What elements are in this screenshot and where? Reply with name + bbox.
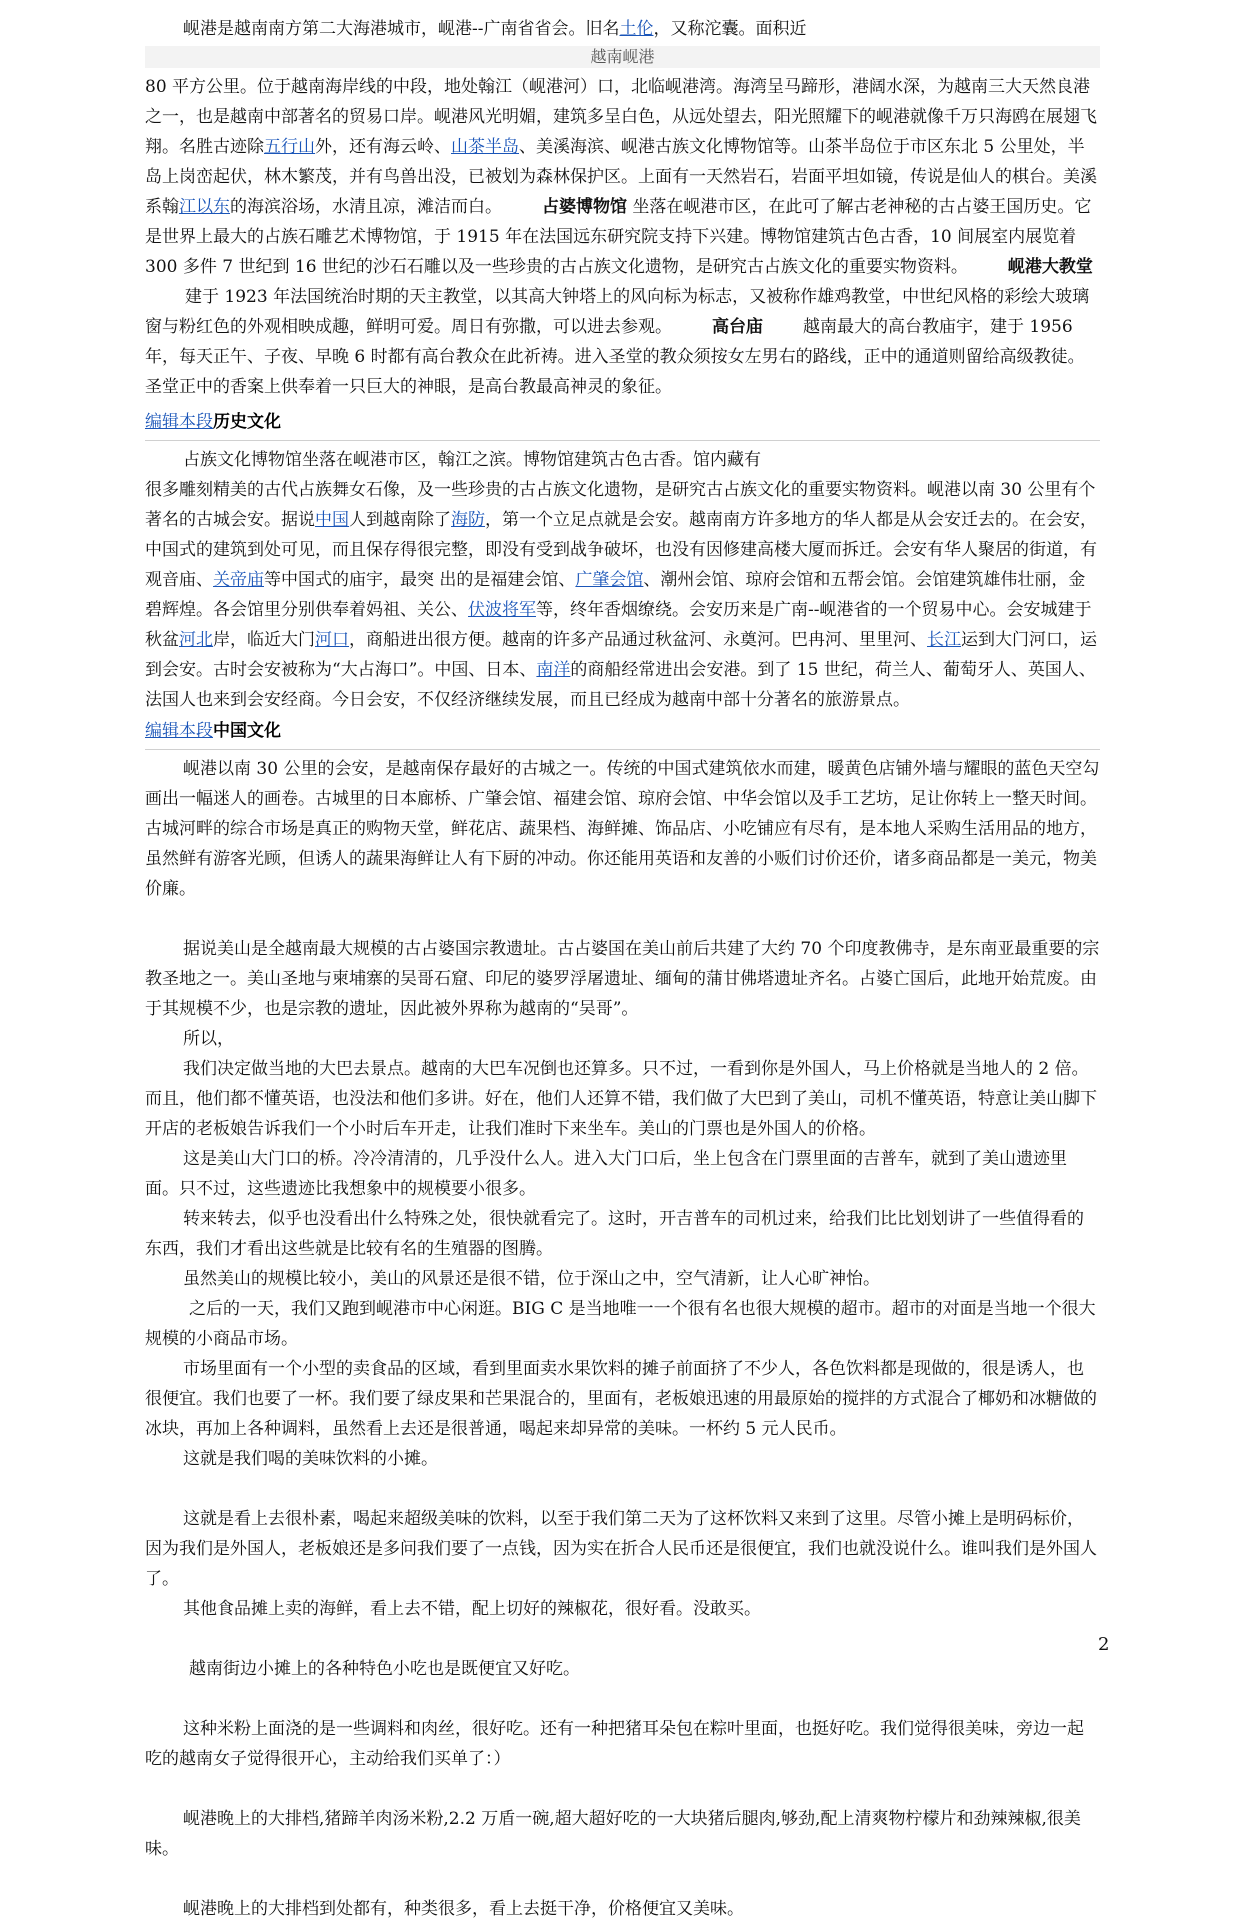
paragraph: 岘港以南 30 公里的会安，是越南保存最好的古城之一。传统的中国式建筑依水而建，暖黄色店铺外墙与耀眼的蓝色天空勾画出一幅迷人的画卷。古城里的日本廊桥、广肇会馆、福建会馆、琼府会馆、中华会馆以及手工艺坊，足让你转上一整天时间。古城河畔的综合市场是真正的购物天堂，鲜花店、蔬果档、海鲜摊、饰品店、小吃铺应有尽有，是本地人采购生活用品的地方，虽然鲜有游客光顾，但诱人的蔬果海鲜让人有下厨的冲动。你还能用英语和友善的小贩们讨价还价，诸多商品都是一美元，物美价廉。 [145,759,1100,899]
link-nanyang[interactable]: 南洋 [536,660,571,680]
link-changjiang[interactable]: 长江 [927,630,961,650]
paragraph: 越南街边小摊上的各种特色小吃也是既便宜又好吃。 [189,1659,580,1679]
heading-cathedral: 岘港大教堂 [1007,257,1093,277]
link-tulun[interactable]: 土伦 [619,19,654,39]
edit-section-link[interactable]: 编辑本段 [145,721,213,741]
paragraph: 之后的一天，我们又跑到岘港市中心闲逛。BIG C 是当地唯一一个很有名也很大规模的超市。超市的对面是当地一个很大规模的小商品市场。 [145,1299,1096,1349]
paragraph: 这就是看上去很朴素，喝起来超级美味的饮料，以至于我们第二天为了这杯饮料又来到了这里。尽管小摊上是明码标价，因为我们是外国人，老板娘还是多问我们要了一点钱，因为实在折合人民币还是很便宜，我们也就没说什么。谁叫我们是外国人了。 [145,1509,1097,1589]
section-heading-chinese-culture [145,715,1100,747]
history-paragraph: 很多雕刻精美的古代占族舞女石像，及一些珍贵的古占族文化遗物，是研究古占族文化的重要实物资料。岘港以南 30 公里有个著名的古城会安。据说中国人到越南除了海防，第一个立足点就是会安。越南南方许多地方的华人都是从会安迁去的。在会安，中国式的建筑到处可见，而且保存得很完整，即没有受到战争破坏，也没有因修建高楼大厦而拆迁。会安有华人聚居的街道，有观音庙、关帝庙等中国式的庙宇，最突 出的是福建会馆、广肇会馆、潮州会馆、琼府会馆和五帮会馆。会馆建筑雄伟壮丽，金碧辉煌。各会馆里分别供奉着妈祖、关公、伏波将军等，终年香烟缭绕。会安历来是广南--岘港省的一个贸易中心。会安城建于秋盆河北岸，临近大门河口，商船进出很方便。越南的许多产品通过秋盆河、永奠河。巴冉河、里里河、长江运到大门河口，运到会安。古时会安被称为“大占海口”。中国、日本、南洋的商船经常进出会安港。到了 15 世纪，荷兰人、葡萄牙人、英国人、法国人也来到会安经商。今日会安，不仅经济继续发展，而且已经成为越南中部十分著名的旅游景点。 [145,480,1097,710]
history-first-line: 占族文化博物馆坐落在岘港市区，翰江之滨。博物馆建筑古色古香。馆内藏有 [183,450,761,470]
link-jiangyidong[interactable]: 江以东 [179,197,230,217]
paragraph: 所以， [183,1029,234,1049]
section-divider [145,749,1100,750]
link-china[interactable]: 中国 [315,510,349,530]
image-caption: 越南岘港 [145,46,1100,68]
page-number: 2 [1098,1634,1110,1655]
paragraph: 岘港晚上的大排档到处都有，种类很多，看上去挺干净，价格便宜又美味。 [183,1899,744,1919]
paragraph: 我们决定做当地的大巴去景点。越南的大巴车况倒也还算多。只不过，一看到你是外国人，马上价格就是当地人的 2 倍。而且，他们都不懂英语，也没法和他们多讲。好在，他们人还算不错，我们做了大巴到了美山，司机不懂英语，特意让美山脚下开店的老板娘告诉我们一个小时后车开走，让我们准时下来坐车。美山的门票也是外国人的价格。 [145,1059,1097,1139]
link-guangzhao-hall[interactable]: 广肇会馆 [575,570,644,590]
heading-caodai-temple: 高台庙 [712,317,763,337]
paragraph: 这是美山大门口的桥。冷冷清清的，几乎没什么人。进入大门口后，坐上包含在门票里面的吉普车，就到了美山遗迹里面。只不过，这些遗迹比我想象中的规模要小很多。 [145,1149,1067,1199]
link-guandi-temple[interactable]: 关帝庙 [213,570,264,590]
section-title: 历史文化 [213,412,281,432]
section-divider [145,440,1100,441]
paragraph: 据说美山是全越南最大规模的古占婆国宗教遗址。古占婆国在美山前后共建了大约 70 个印度教佛寺，是东南亚最重要的宗教圣地之一。美山圣地与柬埔寨的吴哥石窟、印尼的婆罗浮屠遗址、缅甸的蒲甘佛塔遗址齐名。占婆亡国后，此地开始荒废。由于其规模不少，也是宗教的遗址，因此被外界称为越南的“吴哥”。 [145,939,1100,1019]
intro-paragraph: 80 平方公里。位于越南海岸线的中段，地处翰江（岘港河）口，北临岘港湾。海湾呈马蹄形，港阔水深，为越南三大天然良港之一，也是越南中部著名的贸易口岸。岘港风光明媚，建筑多呈白色，从远处望去，阳光照耀下的岘港就像千万只海鸥在展翅飞翔。名胜古迹除五行山外，还有海云岭、山茶半岛、美溪海滨、岘港古族文化博物馆等。山茶半岛位于市区东北 5 公里处，半岛上岗峦起伏，林木繁茂，并有鸟兽出没，已被划为森林保护区。上面有一天然岩石，岩面平坦如镜，传说是仙人的棋台。美溪系翰江以东的海滨浴场，水清且凉，滩洁而白。 占婆博物馆 坐落在岘港市区，在此可了解古老神秘的古占婆王国历史。它是世界上最大的占族石雕艺术博物馆，于 1915 年在法国远东研究院支持下兴建。博物馆建筑古色古香，10 间展室内展览着 300 多件 7 世纪到 16 世纪的沙石石雕以及一些珍贵的古占族文化遗物，是研究古占族文化的重要实物资料。 岘港大教堂建于 1923 年法国统治时期的天主教堂，以其高大钟塔上的风向标为标志，又被称作雄鸡教堂，中世纪风格的彩绘大玻璃窗与粉红色的外观相映成趣，鲜明可爱。周日有弥撒，可以进去参观。 高台庙 越南最大的高台教庙宇，建于 1956 年，每天正午、子夜、早晚 6 时都有高台教众在此祈祷。进入圣堂的教众须按女左男右的路线，正中的通道则留给高级教徒。圣堂正中的香案上供奉着一只巨大的神眼，是高台教最高神灵的象征。 [145,77,1097,397]
edit-section-link[interactable]: 编辑本段 [145,412,213,432]
link-haiphong[interactable]: 海防 [451,510,485,530]
link-hekou[interactable]: 河口 [315,630,349,650]
link-hebei[interactable]: 河北 [179,630,213,650]
paragraph: 虽然美山的规模比较小，美山的风景还是很不错，位于深山之中，空气清新，让人心旷神怡。 [183,1269,880,1289]
paragraph: 市场里面有一个小型的卖食品的区域，看到里面卖水果饮料的摊子前面挤了不少人，各色饮料都是现做的，很是诱人，也很便宜。我们也要了一杯。我们要了绿皮果和芒果混合的，里面有，老板娘迅速的用最原始的搅拌的方式混合了椰奶和冰糖做的冰块，再加上各种调料，虽然看上去还是很普通，喝起来却异常的美味。一杯约 5 元人民币。 [145,1359,1097,1439]
paragraph: 岘港晚上的大排档,猪蹄羊肉汤米粉,2.2 万盾一碗,超大超好吃的一大块猪后腿肉,够劲,配上清爽物柠檬片和劲辣辣椒,很美味。 [145,1809,1081,1859]
heading-champa-museum: 占婆博物馆 [542,197,627,217]
paragraph: 这就是我们喝的美味饮料的小摊。 [183,1449,438,1469]
paragraph: 其他食品摊上卖的海鲜，看上去不错，配上切好的辣椒花，很好看。没敢买。 [183,1599,761,1619]
link-fubo-general[interactable]: 伏波将军 [468,600,536,620]
paragraph: 这种米粉上面浇的是一些调料和肉丝，很好吃。还有一种把猪耳朵包在粽叶里面，也挺好吃。我们觉得很美味，旁边一起吃的越南女子觉得很开心，主动给我们买单了：） [145,1719,1084,1769]
content-column [145,14,1100,1924]
section-title: 中国文化 [213,721,281,741]
intro-first-line: 岘港是越南南方第二大海港城市，岘港--广南省省会。旧名土伦，又称沱囊。面积近 [183,19,807,39]
paragraph: 转来转去，似乎也没看出什么特殊之处，很快就看完了。这时，开吉普车的司机过来，给我们比比划划讲了一些值得看的东西，我们才看出这些就是比较有名的生殖器的图腾。 [145,1209,1084,1259]
link-wuxingshan[interactable]: 五行山 [264,137,315,157]
section-heading-history [145,406,1100,438]
link-shancha-peninsula[interactable]: 山茶半岛 [451,137,519,157]
